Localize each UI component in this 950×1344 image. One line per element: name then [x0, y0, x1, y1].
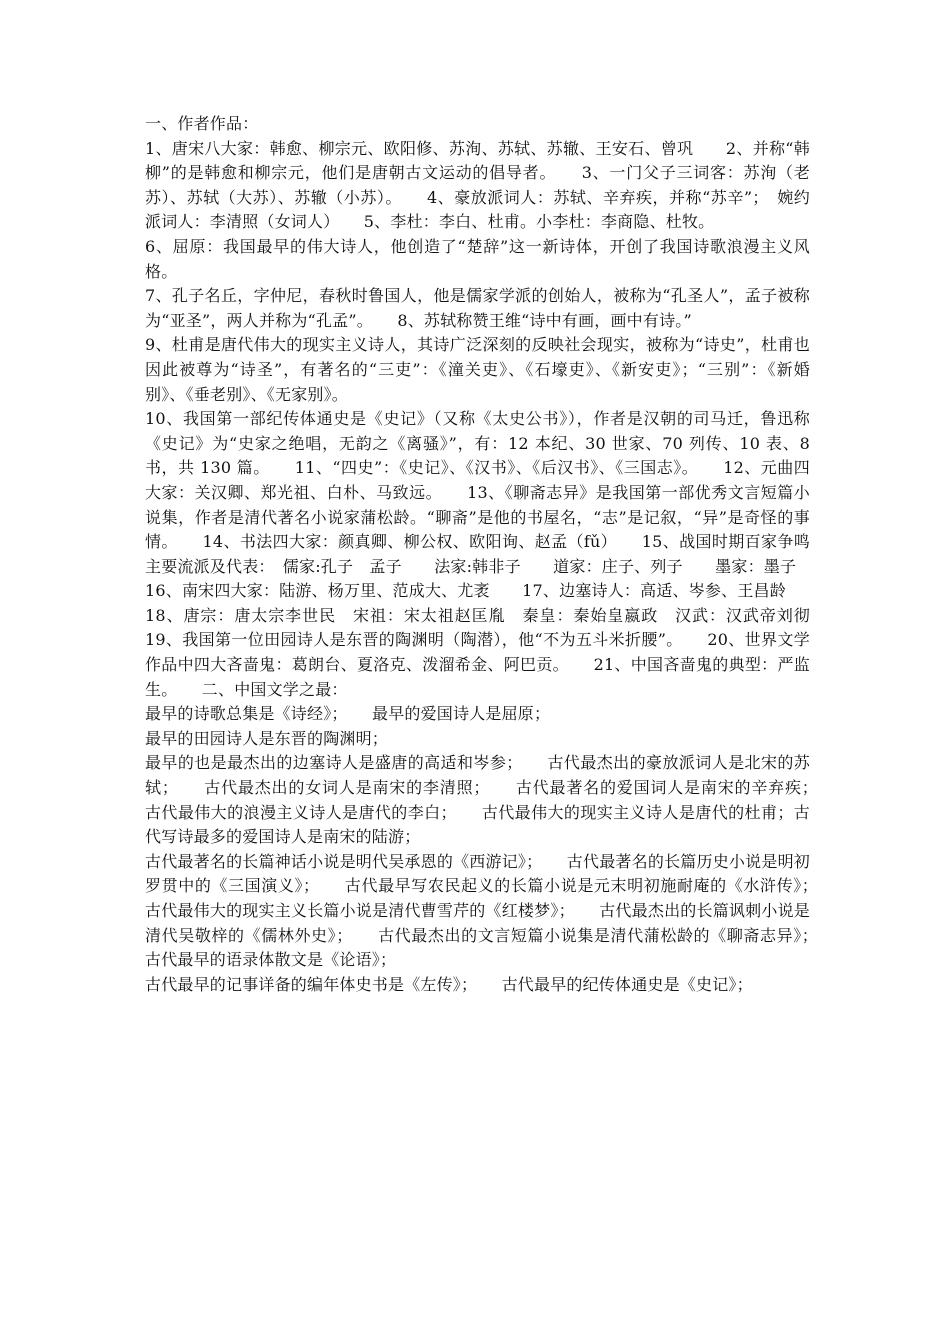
paragraph: 16、南宋四大家：陆游、杨万里、范成大、尤袤 17、边塞诗人：高适、岑参、王昌龄 [145, 581, 786, 601]
section-heading-authors: 一、作者作品： [145, 114, 259, 133]
paragraph: 10、我国第一部纪传体通史是《史记》（又称《太史公书》），作者是汉朝的司马迁，鲁迅称《史记》为“史家之绝唱，无韵之《离骚》”，有：12 本纪、30 世家、70 列传、10 表、8 书，共 130 篇。 11、“四史”：《史记》、《汉书》、《后汉书》、《三国志》。 12、元曲四大家：关汉卿、郑光祖、白朴、马致远。 13、《聊斋志异》是我国第一部优秀文言短篇小说集，作者是清代著名小说家蒲松龄。“聊斋”是他的书屋名，“志”是记叙，“异”是奇怪的事情。 14、书法四大家：颜真卿、柳公权、欧阳询、赵孟（fǔ） 15、战国时期百家争鸣主要流派及代表： 儒家:孔子 孟子 法家:韩非子 道家：庄子、列子 墨家：墨子 [145, 409, 810, 576]
paragraph: 7、孔子名丘，字仲尼，春秋时鲁国人，他是儒家学派的创始人，被称为“孔圣人”，孟子被称为“亚圣”，两人并称为“孔孟”。 8、苏轼称赞王维“诗中有画，画中有诗。” [145, 286, 810, 330]
paragraph: 最早的也是最杰出的边塞诗人是盛唐的高适和岑参； 古代最杰出的豪放派词人是北宋的苏轼； 古代最杰出的女词人是南宋的李清照； 古代最著名的爱国词人是南宋的辛弃疾； 古代最伟大的浪漫主义诗人是唐代的李白； 古代最伟大的现实主义诗人是唐代的杜甫；古代写诗最多的爱国诗人是南宋的陆游； [145, 753, 843, 847]
paragraph: 古代最著名的长篇神话小说是明代吴承恩的《西游记》； 古代最著名的长篇历史小说是明初罗贯中的《三国演义》； 古代最早写农民起义的长篇小说是元末明初施耐庵的《水浒传》； 古代最伟大的现实主义长篇小说是清代曹雪芹的《红楼梦》； 古代最杰出的长篇讽刺小说是清代吴敬梓的《儒林外史》； 古代最杰出的文言短篇小说集是清代蒲松龄的《聊斋志异》； 古代最早的语录体散文是《论语》； [145, 851, 843, 970]
paragraph: 1、唐宋八大家：韩愈、柳宗元、欧阳修、苏洵、苏轼、苏辙、王安石、曾巩 2、并称“韩柳”的是韩愈和柳宗元，他们是唐朝古文运动的倡导者。 3、一门父子三词客：苏洵（老苏）、苏轼（大苏）、苏辙（小苏）。 4、豪放派词人：苏轼、辛弃疾，并称“苏辛”； 婉约派词人：李清照（女词人） 5、李杜：李白、杜甫。小李杜：李商隐、杜牧。 [145, 138, 810, 232]
paragraph: 最早的田园诗人是东晋的陶渊明； [145, 728, 389, 748]
paragraph: 18、唐宗：唐太宗李世民 宋祖：宋太祖赵匡胤 秦皇：秦始皇嬴政 汉武：汉武帝刘彻 19、我国第一位田园诗人是东晋的陶渊明（陶潜），他“不为五斗米折腰”。 20、世界文学作品中四大吝啬鬼：葛朗台、夏洛克、泼溜希金、阿巴贡。 21、中国吝啬鬼的典型：严监生。 二、中国文学之最： [145, 605, 843, 699]
paragraph: 9、杜甫是唐代伟大的现实主义诗人，其诗广泛深刻的反映社会现实，被称为“诗史”，杜甫也因此被尊为“诗圣”，有著名的“三吏”：《潼关吏》、《石壕吏》、《新安吏》；“三别”：《新婚别》、《垂老别》、《无家别》。 [145, 335, 810, 404]
document-body [145, 112, 843, 997]
paragraph: 最早的诗歌总集是《诗经》； 最早的爱国诗人是屈原； [145, 704, 551, 724]
paragraph: 6、屈原：我国最早的伟大诗人，他创造了“楚辞”这一新诗体，开创了我国诗歌浪漫主义风格。 [145, 236, 810, 281]
paragraph: 古代最早的记事详备的编年体史书是《左传》； 古代最早的纪传体通史是《史记》； [145, 974, 753, 994]
